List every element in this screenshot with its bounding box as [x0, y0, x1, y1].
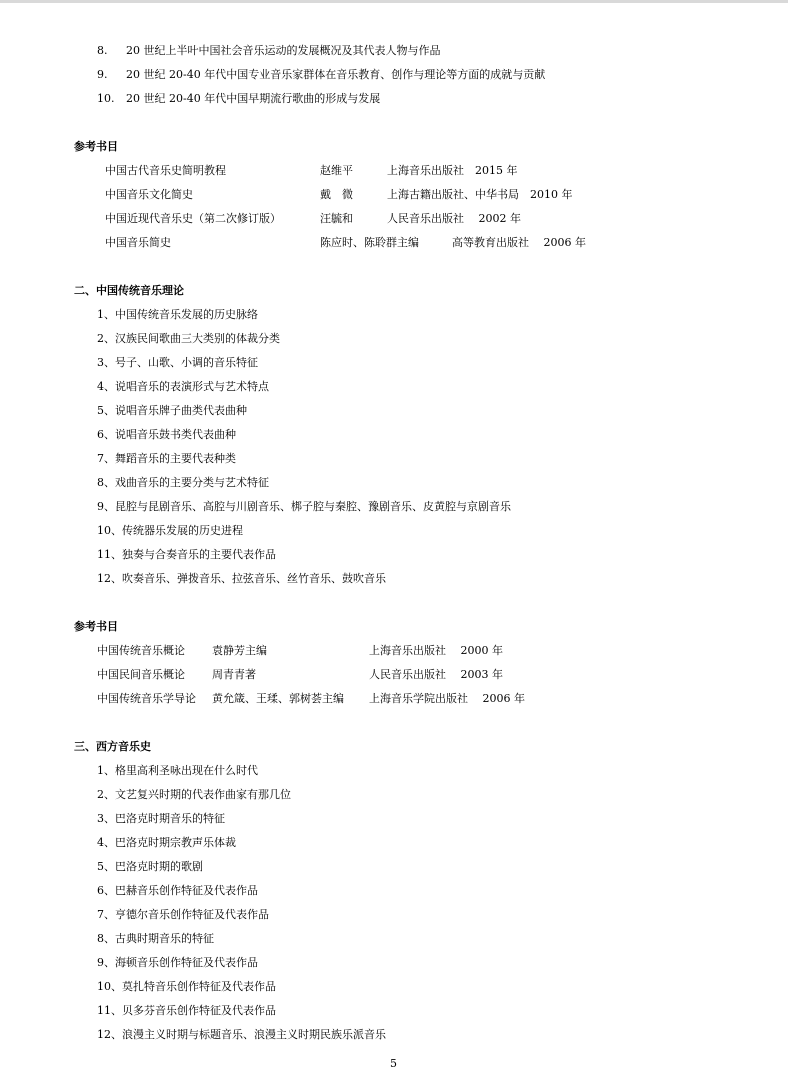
ref-author: 周青青著 — [212, 668, 256, 681]
list-item: 6、巴赫音乐创作特征及代表作品 — [97, 884, 258, 897]
list-item: 6、说唱音乐鼓书类代表曲种 — [97, 428, 236, 441]
item-number: 8. — [97, 44, 108, 57]
item-number: 10. — [97, 92, 115, 105]
ref-title: 中国音乐文化简史 — [105, 188, 193, 201]
ref-title: 中国传统音乐学导论 — [97, 692, 196, 705]
list-item: 10、莫扎特音乐创作特征及代表作品 — [97, 980, 276, 993]
item-number: 9. — [97, 68, 108, 81]
ref-publisher: 高等教育出版社 2006 年 — [452, 236, 586, 249]
list-item: 3、号子、山歌、小调的音乐特征 — [97, 356, 258, 369]
list-item: 5、巴洛克时期的歌剧 — [97, 860, 203, 873]
list-item: 12、浪漫主义时期与标题音乐、浪漫主义时期民族乐派音乐 — [97, 1028, 386, 1041]
references-heading: 参考书目 — [74, 140, 118, 153]
list-item: 12、吹奏音乐、弹拨音乐、拉弦音乐、丝竹音乐、鼓吹音乐 — [97, 572, 386, 585]
ref-author: 黄允箴、王瑈、郭树荟主编 — [212, 692, 344, 705]
top-border — [0, 0, 788, 3]
ref-author: 袁静芳主编 — [212, 644, 267, 657]
ref-author: 戴 微 — [320, 188, 353, 201]
list-item: 7、舞蹈音乐的主要代表种类 — [97, 452, 236, 465]
section-heading: 二、中国传统音乐理论 — [74, 284, 184, 297]
ref-title: 中国古代音乐史简明教程 — [105, 164, 226, 177]
ref-author: 赵维平 — [320, 164, 353, 177]
page-number: 5 — [390, 1057, 397, 1070]
list-item: 9、昆腔与昆剧音乐、高腔与川剧音乐、梆子腔与秦腔、豫剧音乐、皮黄腔与京剧音乐 — [97, 500, 511, 513]
ref-title: 中国民间音乐概论 — [97, 668, 185, 681]
ref-publisher: 上海音乐出版社 2015 年 — [387, 164, 518, 177]
list-item: 9、海顿音乐创作特征及代表作品 — [97, 956, 258, 969]
item-text: 20 世纪 20-40 年代中国专业音乐家群体在音乐教育、创作与理论等方面的成就与贡献 — [126, 68, 546, 81]
ref-title: 中国音乐简史 — [105, 236, 171, 249]
item-text: 20 世纪 20-40 年代中国早期流行歌曲的形成与发展 — [126, 92, 381, 105]
list-item: 10、传统器乐发展的历史进程 — [97, 524, 243, 537]
list-item: 5、说唱音乐牌子曲类代表曲种 — [97, 404, 247, 417]
list-item: 4、说唱音乐的表演形式与艺术特点 — [97, 380, 269, 393]
list-item: 4、巴洛克时期宗教声乐体裁 — [97, 836, 236, 849]
section-heading: 三、西方音乐史 — [74, 740, 151, 753]
list-item: 7、亨德尔音乐创作特征及代表作品 — [97, 908, 269, 921]
list-item: 8、古典时期音乐的特征 — [97, 932, 214, 945]
ref-publisher: 人民音乐出版社 2002 年 — [387, 212, 521, 225]
ref-title: 中国传统音乐概论 — [97, 644, 185, 657]
references-heading: 参考书目 — [74, 620, 118, 633]
ref-author: 陈应时、陈聆群主编 — [320, 236, 419, 249]
list-item: 1、中国传统音乐发展的历史脉络 — [97, 308, 258, 321]
list-item: 2、汉族民间歌曲三大类别的体裁分类 — [97, 332, 280, 345]
ref-publisher: 上海音乐学院出版社 2006 年 — [369, 692, 525, 705]
list-item: 2、文艺复兴时期的代表作曲家有那几位 — [97, 788, 291, 801]
list-item: 8、戏曲音乐的主要分类与艺术特征 — [97, 476, 269, 489]
ref-author: 汪毓和 — [320, 212, 353, 225]
ref-publisher: 上海音乐出版社 2000 年 — [369, 644, 503, 657]
ref-publisher: 人民音乐出版社 2003 年 — [369, 668, 503, 681]
list-item: 11、贝多芬音乐创作特征及代表作品 — [97, 1004, 276, 1017]
list-item: 11、独奏与合奏音乐的主要代表作品 — [97, 548, 276, 561]
list-item: 3、巴洛克时期音乐的特征 — [97, 812, 225, 825]
ref-publisher: 上海古籍出版社、中华书局 2010 年 — [387, 188, 573, 201]
ref-title: 中国近现代音乐史（第二次修订版） — [105, 212, 281, 225]
list-item: 1、格里高利圣咏出现在什么时代 — [97, 764, 258, 777]
item-text: 20 世纪上半叶中国社会音乐运动的发展概况及其代表人物与作品 — [126, 44, 441, 57]
